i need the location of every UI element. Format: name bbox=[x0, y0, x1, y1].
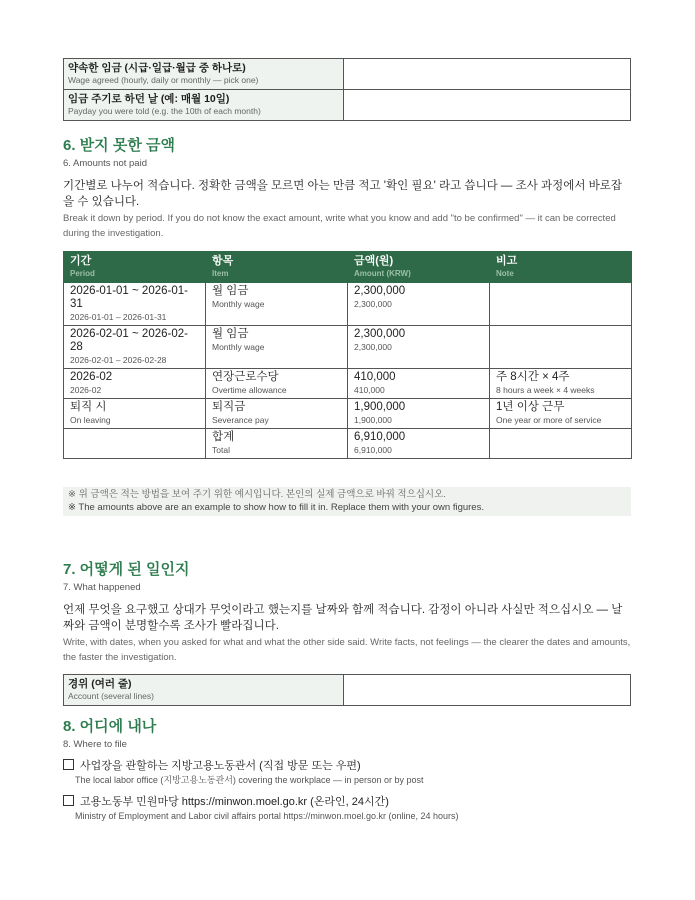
section-amounts-not-paid bbox=[63, 137, 631, 516]
section-what-happened bbox=[63, 561, 631, 706]
payday-field[interactable] bbox=[344, 90, 631, 121]
header-label: 금액(원) bbox=[354, 255, 394, 267]
section-where-to-file bbox=[63, 718, 631, 823]
section-title: 6. 받지 못한 금액 bbox=[63, 137, 175, 154]
form-label-cell bbox=[64, 675, 344, 706]
header-item bbox=[206, 252, 348, 283]
form-label-cell bbox=[64, 90, 344, 121]
cell-text-en: Total bbox=[212, 445, 230, 455]
cell-text-en: One year or more of service bbox=[496, 415, 602, 425]
header-label-en: Note bbox=[496, 269, 514, 278]
table-row bbox=[64, 326, 632, 369]
cell-text: 1,900,000 bbox=[354, 401, 406, 413]
period-cell[interactable] bbox=[64, 399, 206, 429]
header-label-en: Item bbox=[212, 269, 229, 278]
cell-text: 합계 bbox=[212, 431, 235, 443]
form-label: 임금 주기로 하던 날 (예: 매월 10일) bbox=[68, 93, 230, 105]
option-row bbox=[63, 759, 631, 773]
section-body-en: Break it down by period. If you do not know the exact amount, write what you know and add "to be confirmed" — it can be corrected during the investigation. bbox=[63, 213, 616, 239]
section-title: 8. 어디에 내나 bbox=[63, 718, 157, 735]
item-cell[interactable] bbox=[206, 283, 348, 326]
table-total-row bbox=[64, 429, 632, 459]
form-row bbox=[64, 90, 631, 121]
note-cell[interactable] bbox=[490, 399, 632, 429]
amounts-table bbox=[63, 251, 632, 459]
amount-cell[interactable] bbox=[348, 326, 490, 369]
amount-cell[interactable] bbox=[348, 399, 490, 429]
form-label-en: Wage agreed (hourly, daily or monthly — pick one) bbox=[68, 75, 259, 85]
cell-text: 주 8시간 × 4주 bbox=[496, 371, 570, 383]
form-label-cell bbox=[64, 59, 344, 90]
header-label-en: Period bbox=[70, 269, 95, 278]
cell-text-en: Overtime allowance bbox=[212, 385, 287, 395]
account-form bbox=[63, 674, 631, 706]
cell-text-en: 6,910,000 bbox=[354, 445, 392, 455]
period-cell[interactable] bbox=[64, 429, 206, 459]
item-cell[interactable] bbox=[206, 369, 348, 399]
checkbox-icon[interactable] bbox=[63, 759, 74, 770]
cell-text-en: 2026-02-01 – 2026-02-28 bbox=[70, 355, 167, 365]
header-label: 기간 bbox=[70, 255, 92, 267]
note-cell[interactable] bbox=[490, 369, 632, 399]
account-field[interactable] bbox=[344, 675, 631, 706]
amount-cell[interactable] bbox=[348, 283, 490, 326]
period-cell[interactable] bbox=[64, 283, 206, 326]
item-cell[interactable] bbox=[206, 429, 348, 459]
cell-text: 2026-02-01 ~ 2026-02-28 bbox=[70, 328, 188, 353]
note-text: ※ 위 금액은 적는 방법을 보여 주기 위한 예시입니다. 본인의 실제 금액으로 바꿔 적으십시오. bbox=[68, 489, 446, 500]
form-label: 경위 (여러 줄) bbox=[68, 678, 132, 690]
filing-option-labor-office[interactable] bbox=[63, 759, 631, 787]
option-label: 고용노동부 민원마당 https://minwon.moel.go.kr (온라인, 24시간) bbox=[80, 796, 389, 808]
header-label: 항목 bbox=[212, 255, 234, 267]
form-row bbox=[64, 59, 631, 90]
form-row bbox=[64, 675, 631, 706]
cell-text-en: 2,300,000 bbox=[354, 342, 392, 352]
item-cell[interactable] bbox=[206, 326, 348, 369]
cell-text-en: 2026-02 bbox=[70, 385, 102, 395]
cell-text: 퇴직 시 bbox=[70, 401, 107, 413]
section-body: 언제 무엇을 요구했고 상대가 무엇이라고 했는지를 날짜와 함께 적습니다. 감정이 아니라 사실만 적으십시오 — 날짜와 금액이 분명할수록 조사가 빨라집니다. bbox=[63, 604, 623, 632]
cell-text: 2,300,000 bbox=[354, 328, 406, 340]
option-row bbox=[63, 795, 631, 809]
cell-text-en: 2,300,000 bbox=[354, 299, 392, 309]
cell-text-en: 1,900,000 bbox=[354, 415, 392, 425]
cell-text-en: Monthly wage bbox=[212, 342, 265, 352]
period-cell[interactable] bbox=[64, 369, 206, 399]
period-cell[interactable] bbox=[64, 326, 206, 369]
cell-text: 6,910,000 bbox=[354, 431, 406, 443]
option-label-en: Ministry of Employment and Labor civil affairs portal https://minwon.moel.go.kr (online, 24 hours) bbox=[75, 811, 459, 821]
note-text-en: ※ The amounts above are an example to show how to fill it in. Replace them with your own figures. bbox=[68, 502, 484, 513]
cell-text-en: 8 hours a week × 4 weeks bbox=[496, 385, 595, 395]
item-cell[interactable] bbox=[206, 399, 348, 429]
section-subtitle: 7. What happened bbox=[63, 582, 141, 593]
amount-cell[interactable] bbox=[348, 369, 490, 399]
cell-text-en: On leaving bbox=[70, 415, 111, 425]
header-label-en: Amount (KRW) bbox=[354, 269, 411, 278]
cell-text-en: Severance pay bbox=[212, 415, 269, 425]
header-note bbox=[490, 252, 632, 283]
section-body-en: Write, with dates, when you asked for what and what the other side said. Write facts, not feelings — the clearer the dates and amounts, the faster the investigation. bbox=[63, 637, 631, 663]
document-content bbox=[63, 58, 631, 823]
cell-text-en: Monthly wage bbox=[212, 299, 265, 309]
form-label-en: Payday you were told (e.g. the 10th of each month) bbox=[68, 106, 261, 116]
note-cell[interactable] bbox=[490, 429, 632, 459]
form-label-en: Account (several lines) bbox=[68, 691, 154, 701]
section-body: 기간별로 나누어 적습니다. 정확한 금액을 모르면 아는 만큼 적고 '확인 필요' 라고 씁니다 — 조사 과정에서 바로잡을 수 있습니다. bbox=[63, 180, 622, 208]
option-label-en: The local labor office (지방고용노동관서) covering the workplace — in person or by post bbox=[75, 775, 424, 785]
section-subtitle: 8. Where to file bbox=[63, 739, 127, 750]
form-label: 약속한 임금 (시급·일급·월급 중 하나로) bbox=[68, 62, 246, 74]
table-header-row bbox=[64, 252, 632, 283]
cell-text: 2026-02 bbox=[70, 371, 113, 383]
note-cell[interactable] bbox=[490, 283, 632, 326]
wage-agreed-field[interactable] bbox=[344, 59, 631, 90]
cell-text-en: 410,000 bbox=[354, 385, 385, 395]
cell-text: 2026-01-01 ~ 2026-01-31 bbox=[70, 285, 188, 310]
table-row bbox=[64, 399, 632, 429]
example-note bbox=[63, 487, 631, 516]
section-subtitle: 6. Amounts not paid bbox=[63, 158, 147, 169]
header-label: 비고 bbox=[496, 255, 518, 267]
cell-text: 2,300,000 bbox=[354, 285, 406, 297]
table-row bbox=[64, 283, 632, 326]
cell-text: 퇴직금 bbox=[212, 401, 246, 413]
section-title: 7. 어떻게 된 일인지 bbox=[63, 561, 190, 578]
cell-text: 1년 이상 근무 bbox=[496, 401, 565, 413]
note-cell[interactable] bbox=[490, 326, 632, 369]
cell-text: 410,000 bbox=[354, 371, 396, 383]
total-amount-cell[interactable] bbox=[348, 429, 490, 459]
cell-text: 월 임금 bbox=[212, 328, 249, 340]
header-period bbox=[64, 252, 206, 283]
checkbox-icon[interactable] bbox=[63, 795, 74, 806]
wage-info-form bbox=[63, 58, 631, 121]
header-amount bbox=[348, 252, 490, 283]
cell-text-en: 2026-01-01 – 2026-01-31 bbox=[70, 312, 167, 322]
cell-text: 월 임금 bbox=[212, 285, 249, 297]
cell-text: 연장근로수당 bbox=[212, 371, 279, 383]
table-row bbox=[64, 369, 632, 399]
option-label: 사업장을 관할하는 지방고용노동관서 (직접 방문 또는 우편) bbox=[80, 760, 361, 772]
filing-option-online-portal[interactable] bbox=[63, 795, 631, 823]
